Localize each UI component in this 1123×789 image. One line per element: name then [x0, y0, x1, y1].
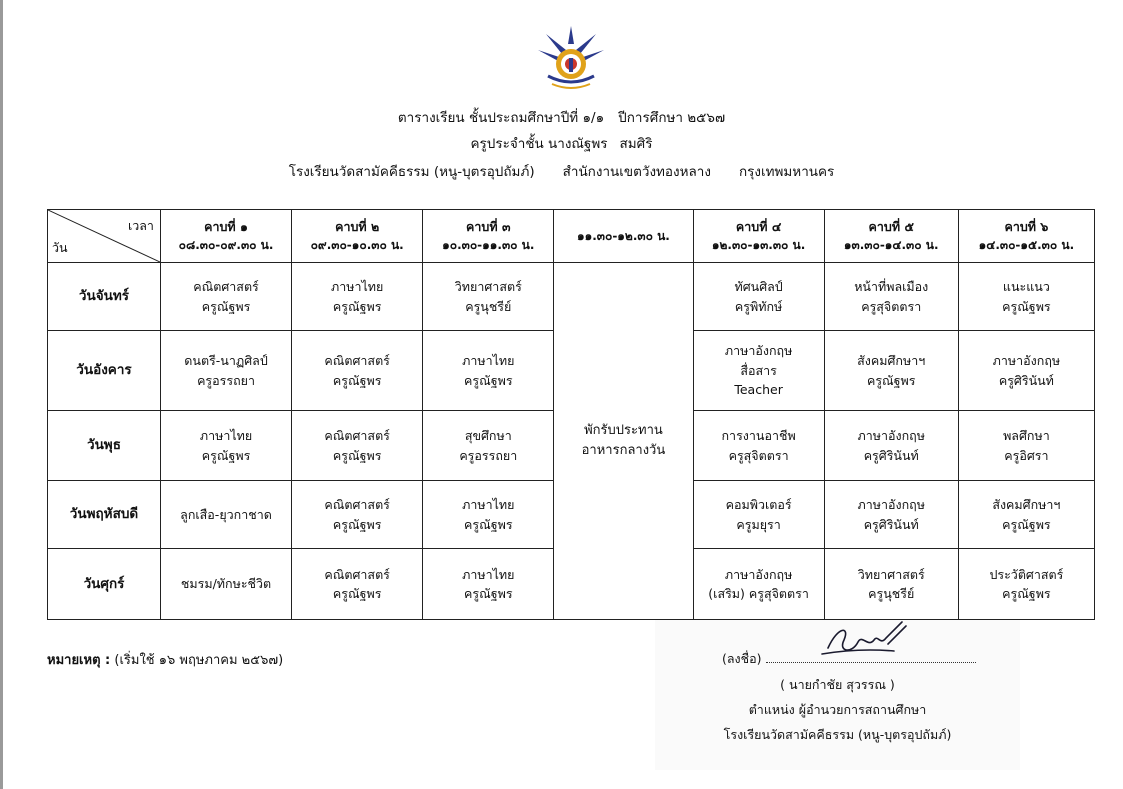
class-cell: สังคมศึกษาฯ ครูณัฐพร	[958, 481, 1094, 549]
class-cell: วิทยาศาสตร์ ครูนุชรีย์	[824, 549, 958, 620]
class-cell: คณิตศาสตร์ ครูณัฐพร	[292, 411, 423, 481]
class-cell: ประวัติศาสตร์ ครูณัฐพร	[958, 549, 1094, 620]
period-header: คาบที่ ๑ ๐๘.๓๐-๐๙.๓๐ น.	[160, 210, 291, 263]
period-header: คาบที่ ๒ ๐๙.๓๐-๑๐.๓๐ น.	[292, 210, 423, 263]
signer-position: ตำแหน่ง ผู้อำนวยการสถานศึกษา	[748, 702, 927, 717]
timetable	[47, 209, 1095, 620]
timetable-title: ตารางเรียน ชั้นประถมศึกษาปีที่ ๑/๑ ปีการศึกษา ๒๕๖๗	[397, 110, 726, 126]
class-cell: หน้าที่พลเมือง ครูสุจิตตรา	[824, 263, 958, 331]
day-name: วันพฤหัสบดี	[48, 481, 161, 549]
signer-school: โรงเรียนวัดสามัคคีธรรม (หนู-บุตรอุปถัมภ์)	[723, 727, 952, 742]
period-header: คาบที่ ๖ ๑๔.๓๐-๑๕.๓๐ น.	[958, 210, 1094, 263]
lunch-break-cell: พักรับประทาน อาหารกลางวัน	[554, 263, 693, 620]
class-cell: สุขศึกษา ครูอรรถยา	[423, 411, 554, 481]
class-cell: ภาษาไทย ครูณัฐพร	[160, 411, 291, 481]
remark-text: (เริ่มใช้ ๑๖ พฤษภาคม ๒๕๖๗)	[114, 653, 284, 668]
class-cell: ภาษาอังกฤษ (เสริม) ครูสุจิตตรา	[693, 549, 824, 620]
class-cell: ลูกเสือ-ยุวกาชาด	[160, 481, 291, 549]
class-cell: คณิตศาสตร์ ครูณัฐพร	[292, 331, 423, 411]
class-cell: คณิตศาสตร์ ครูณัฐพร	[292, 549, 423, 620]
day-name: วันจันทร์	[48, 263, 161, 331]
class-cell: คณิตศาสตร์ ครูณัฐพร	[292, 481, 423, 549]
handwritten-signature	[818, 618, 918, 663]
class-cell: ภาษาไทย ครูณัฐพร	[423, 481, 554, 549]
class-cell: ภาษาอังกฤษ ครูศิรินันท์	[958, 331, 1094, 411]
class-cell: วิทยาศาสตร์ ครูนุชรีย์	[423, 263, 554, 331]
class-cell: ภาษาอังกฤษ ครูศิรินันท์	[824, 481, 958, 549]
class-cell: แนะแนว ครูณัฐพร	[958, 263, 1094, 331]
class-cell: ดนตรี-นาฏศิลป์ ครูอรรถยา	[160, 331, 291, 411]
remark-label: หมายเหตุ :	[47, 653, 111, 668]
class-cell: คอมพิวเตอร์ ครูมยุรา	[693, 481, 824, 549]
class-cell: คณิตศาสตร์ ครูณัฐพร	[160, 263, 291, 331]
class-cell: ชมรม/ทักษะชีวิต	[160, 549, 291, 620]
day-name: วันอังคาร	[48, 331, 161, 411]
class-cell: สังคมศึกษาฯ ครูณัฐพร	[824, 331, 958, 411]
day-name: วันพุธ	[48, 411, 161, 481]
period-header: คาบที่ ๓ ๑๐.๓๐-๑๑.๓๐ น.	[423, 210, 554, 263]
period-header: คาบที่ ๔ ๑๒.๓๐-๑๓.๓๐ น.	[693, 210, 824, 263]
class-cell: ภาษาอังกฤษ สื่อสาร Teacher	[693, 331, 824, 411]
day-name: วันศุกร์	[48, 549, 161, 620]
class-cell: ภาษาไทย ครูณัฐพร	[423, 331, 554, 411]
class-cell: ภาษาไทย ครูณัฐพร	[423, 549, 554, 620]
corner-time-label: เวลา	[127, 218, 154, 233]
class-cell: ภาษาอังกฤษ ครูศิรินันท์	[824, 411, 958, 481]
lunch-time-header: ๑๑.๓๐-๑๒.๓๐ น.	[554, 210, 693, 263]
school-info: โรงเรียนวัดสามัคคีธรรม (หนู-บุตรอุปถัมภ์) สำนักงานเขตวังทองหลาง กรุงเทพมหานคร	[288, 164, 835, 180]
signature-line: (ลงชื่อ)	[722, 649, 976, 669]
corner-day-label: วัน	[52, 239, 68, 255]
table-row	[48, 263, 1095, 331]
class-cell: ภาษาไทย ครูณัฐพร	[292, 263, 423, 331]
class-cell: พลศึกษา ครูอิศรา	[958, 411, 1094, 481]
period-header: คาบที่ ๕ ๑๓.๓๐-๑๔.๓๐ น.	[824, 210, 958, 263]
homeroom-teacher: ครูประจำชั้น นางณัฐพร สมศิริ	[470, 136, 653, 152]
corner-header	[48, 210, 161, 263]
class-cell: การงานอาชีพ ครูสุจิตตรา	[693, 411, 824, 481]
signer-name: ( นายกำชัย สุวรรณ )	[780, 677, 895, 692]
remark-note	[47, 649, 283, 670]
class-cell: ทัศนศิลป์ ครูพิทักษ์	[693, 263, 824, 331]
school-emblem-icon	[536, 24, 606, 94]
